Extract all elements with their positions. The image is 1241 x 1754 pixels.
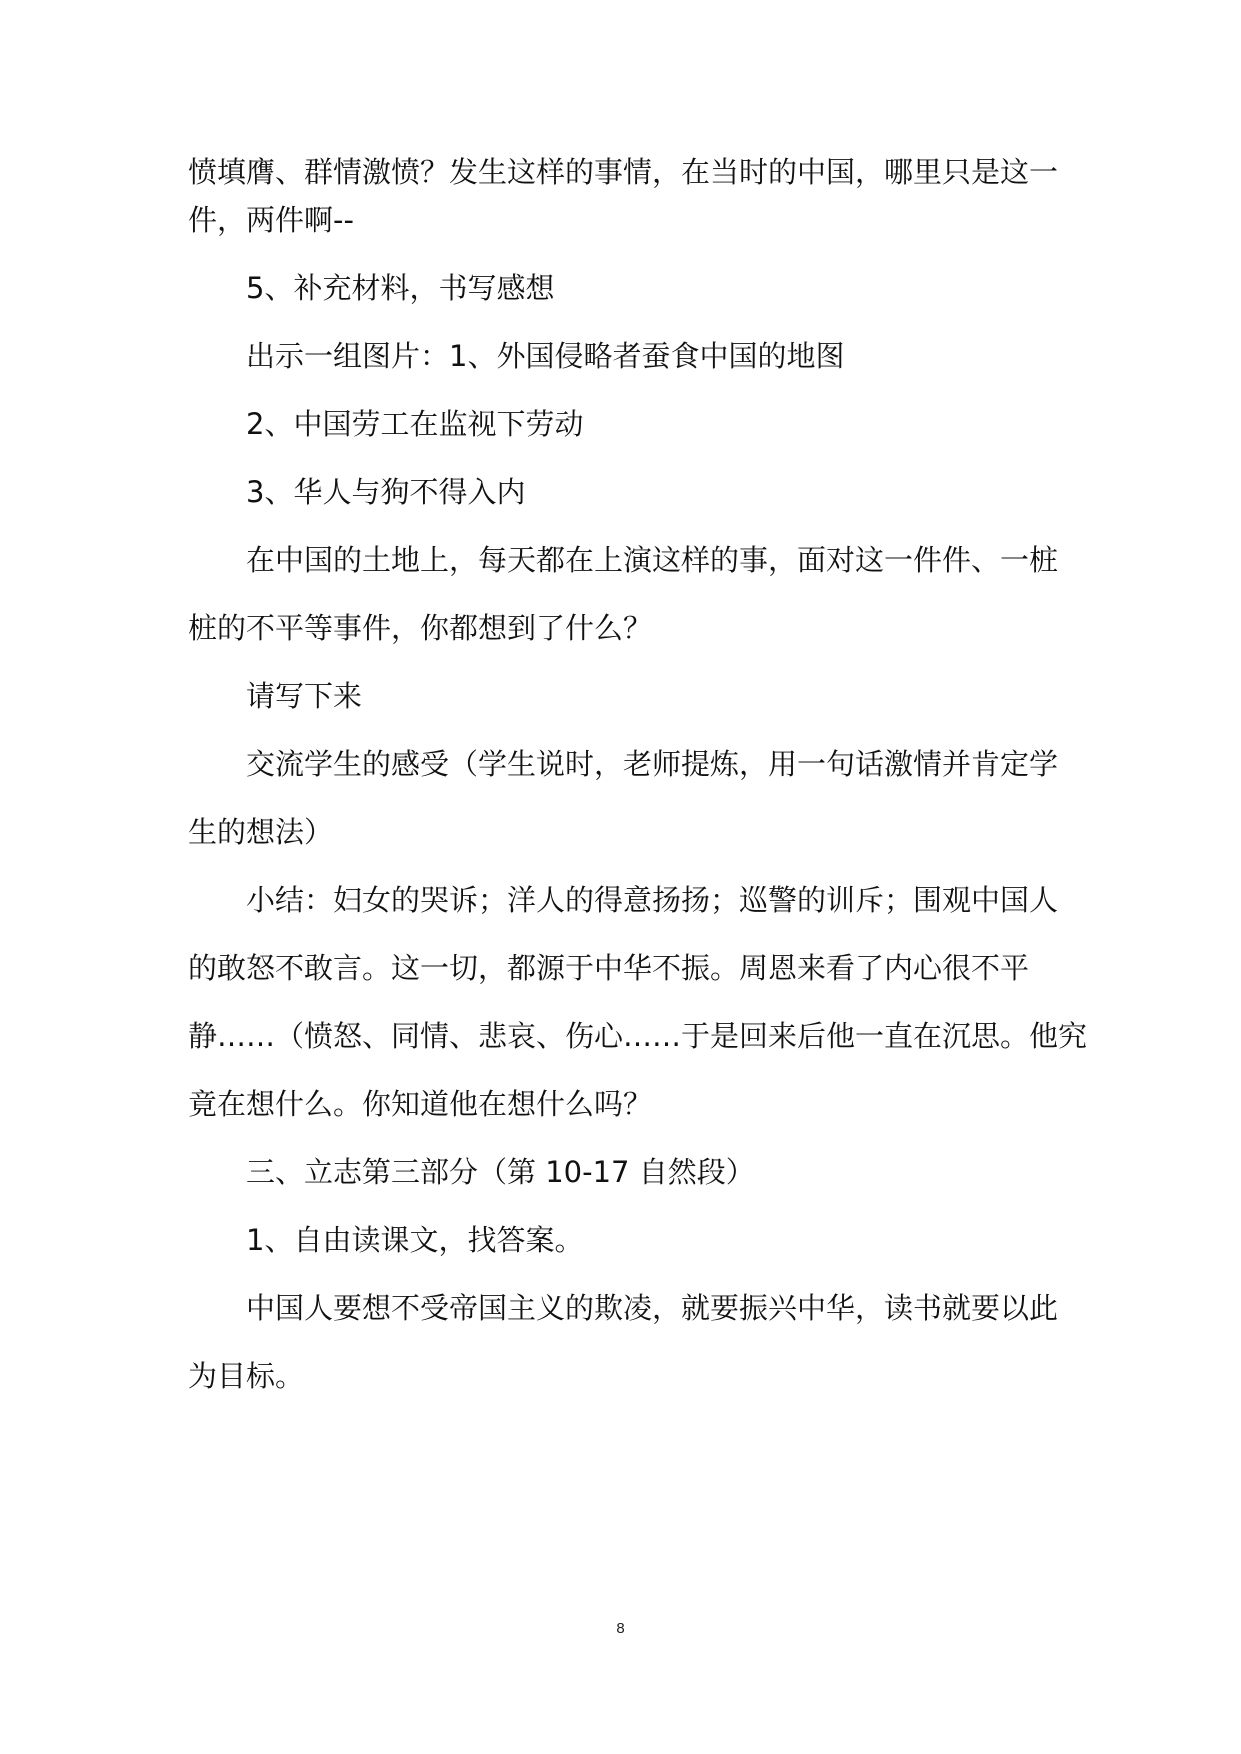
body-text-line: 愤填膺、群情激愤？发生这样的事情，在当时的中国，哪里只是这一: [188, 155, 1059, 189]
body-text-line: 小结：妇女的哭诉；洋人的得意扬扬；巡警的训斥；围观中国人: [246, 883, 1059, 917]
list-item: 2、中国劳工在监视下劳动: [246, 407, 584, 441]
body-text-line: 生的想法）: [188, 815, 334, 849]
body-text-line: 交流学生的感受（学生说时，老师提炼，用一句话激情并肯定学: [246, 747, 1059, 781]
body-text-line: 件，两件啊--: [188, 203, 354, 237]
section-heading: 5、补充材料，书写感想: [246, 271, 555, 305]
body-text-line: 桩的不平等事件，你都想到了什么？: [188, 611, 653, 645]
body-text-line: 中国人要想不受帝国主义的欺凌，就要振兴中华，读书就要以此: [246, 1291, 1059, 1325]
section-heading: 三、立志第三部分（第 10-17 自然段）: [246, 1155, 755, 1189]
body-text-line: 竟在想什么。你知道他在想什么吗？: [188, 1087, 653, 1121]
body-text-line: 在中国的土地上，每天都在上演这样的事，面对这一件件、一桩: [246, 543, 1059, 577]
body-text-line: 为目标。: [188, 1359, 305, 1393]
list-item: 3、华人与狗不得入内: [246, 475, 526, 509]
list-item: 1、自由读课文，找答案。: [246, 1223, 584, 1257]
page-number: 8: [616, 1620, 625, 1637]
body-text-line: 的敢怒不敢言。这一切，都源于中华不振。周恩来看了内心很不平: [188, 951, 1030, 985]
body-text-line: 请写下来: [246, 679, 363, 713]
body-text-line: 出示一组图片：1、外国侵略者蚕食中国的地图: [246, 339, 845, 373]
body-text-line: 静……（愤怒、同情、悲哀、伤心……于是回来后他一直在沉思。他究: [188, 1019, 1088, 1053]
